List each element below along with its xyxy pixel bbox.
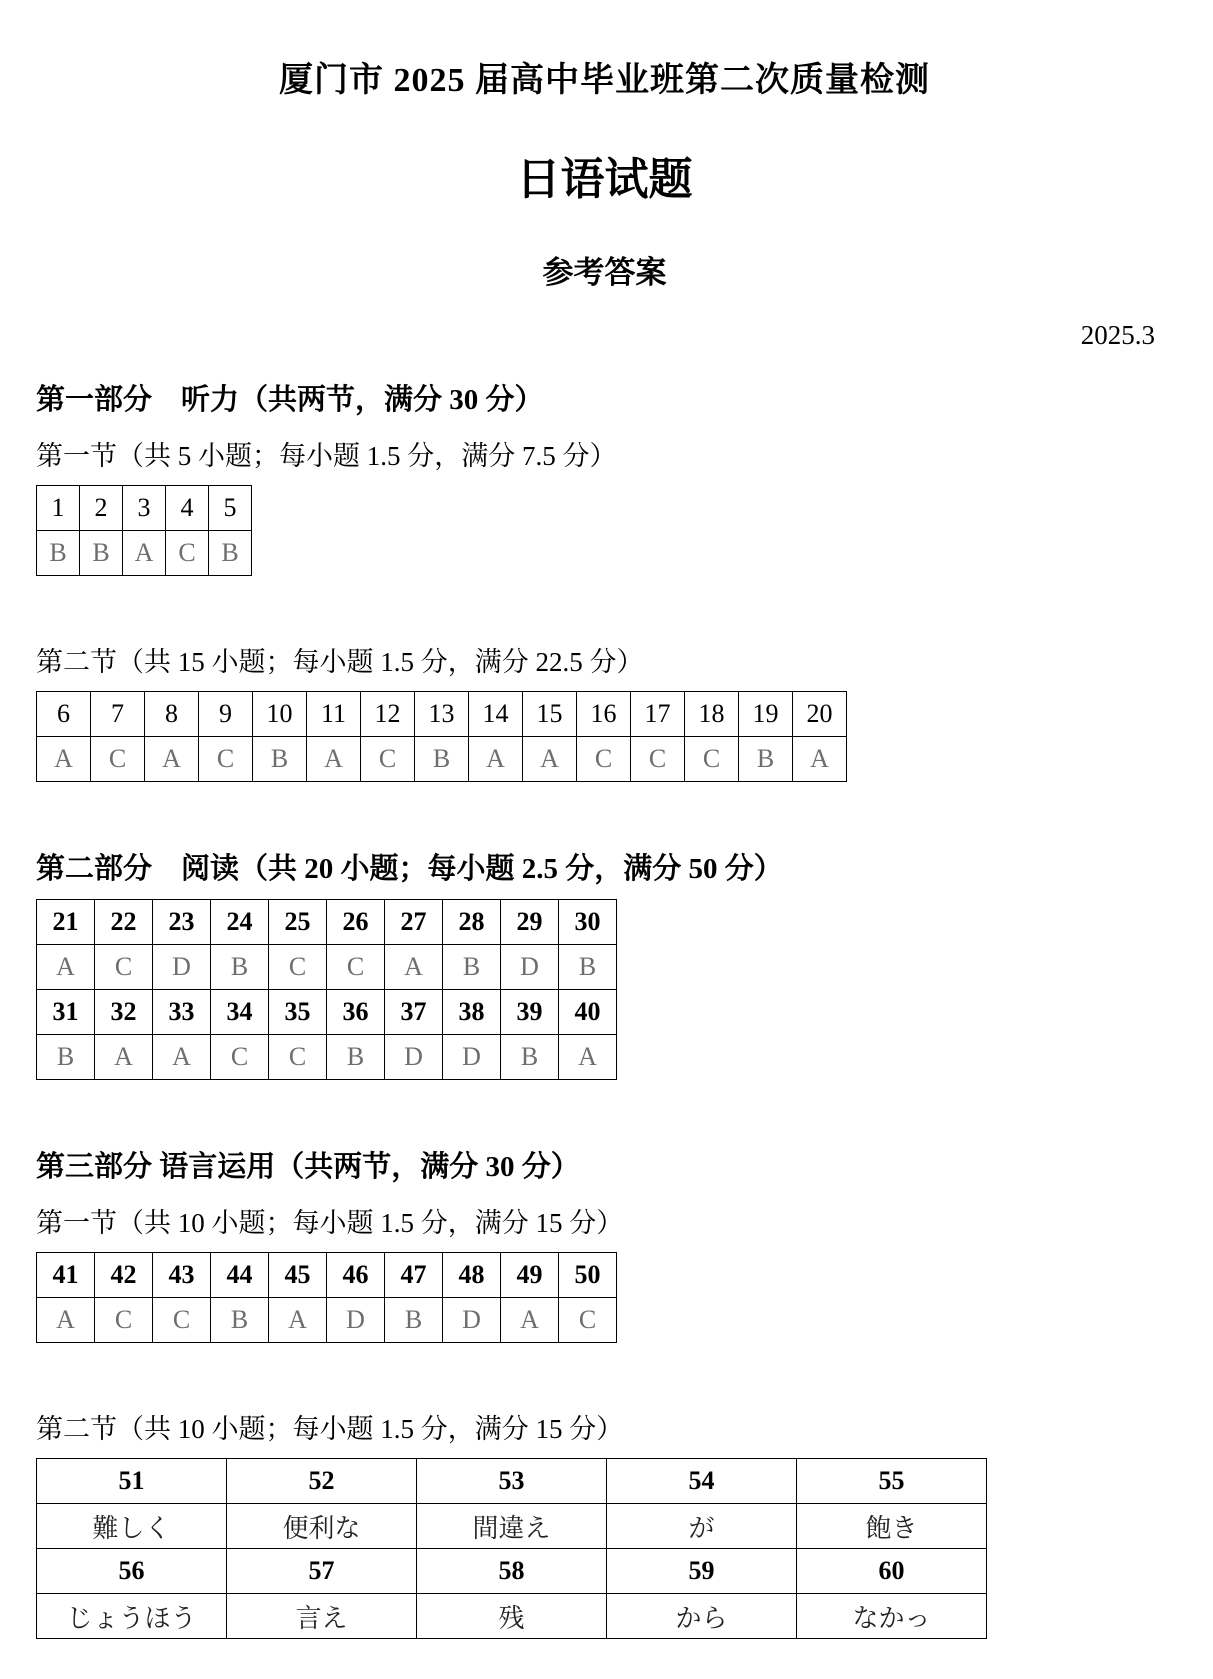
answer-cell: A (37, 1298, 95, 1343)
answer-cell: 飽き (797, 1504, 987, 1549)
question-number-cell: 12 (361, 692, 415, 737)
question-number-cell: 47 (385, 1253, 443, 1298)
answer-cell: C (361, 737, 415, 782)
answer-cell: D (501, 945, 559, 990)
answer-cell: C (153, 1298, 211, 1343)
question-number-cell: 54 (607, 1459, 797, 1504)
question-number-cell: 15 (523, 692, 577, 737)
question-number-cell: 26 (327, 900, 385, 945)
answer-row (37, 1035, 617, 1080)
question-number-cell: 16 (577, 692, 631, 737)
answer-cell: C (631, 737, 685, 782)
question-number-cell: 40 (559, 990, 617, 1035)
answer-row (37, 1298, 617, 1343)
answer-cell: C (211, 1035, 269, 1080)
part3-section1-heading: 第一节（共 10 小题；每小题 1.5 分，满分 15 分） (36, 1208, 624, 1238)
answer-cell: C (269, 945, 327, 990)
question-number-cell: 56 (37, 1549, 227, 1594)
answer-cell: じょうほう (37, 1594, 227, 1639)
question-number-cell: 1 (37, 486, 80, 531)
answer-cell: C (199, 737, 253, 782)
question-number-cell: 39 (501, 990, 559, 1035)
answer-cell: B (211, 945, 269, 990)
question-number-cell: 7 (91, 692, 145, 737)
question-number-row (37, 1549, 987, 1594)
question-number-cell: 11 (307, 692, 361, 737)
answer-cell: A (793, 737, 847, 782)
question-number-cell: 52 (227, 1459, 417, 1504)
answer-cell: B (209, 531, 252, 576)
answer-cell: A (307, 737, 361, 782)
answer-cell: D (327, 1298, 385, 1343)
language-use-section1-table (36, 1252, 617, 1343)
answer-row (37, 1504, 987, 1549)
answer-cell: が (607, 1504, 797, 1549)
answer-cell: C (577, 737, 631, 782)
question-number-cell: 42 (95, 1253, 153, 1298)
answer-cell: B (443, 945, 501, 990)
question-number-cell: 4 (166, 486, 209, 531)
question-number-cell: 18 (685, 692, 739, 737)
answer-key-title: 参考答案 (542, 255, 667, 290)
question-number-cell: 59 (607, 1549, 797, 1594)
answer-cell: B (559, 945, 617, 990)
answer-cell: A (559, 1035, 617, 1080)
question-number-cell: 35 (269, 990, 327, 1035)
question-number-cell: 45 (269, 1253, 327, 1298)
question-number-cell: 33 (153, 990, 211, 1035)
question-number-cell: 22 (95, 900, 153, 945)
question-number-cell: 17 (631, 692, 685, 737)
answer-cell: C (559, 1298, 617, 1343)
question-number-cell: 25 (269, 900, 327, 945)
answer-cell: B (37, 1035, 95, 1080)
answer-cell: A (145, 737, 199, 782)
answer-cell: B (211, 1298, 269, 1343)
answer-cell: B (253, 737, 307, 782)
question-number-row (37, 900, 617, 945)
answer-cell: A (501, 1298, 559, 1343)
question-number-row (37, 990, 617, 1035)
answer-cell: B (80, 531, 123, 576)
answer-row (37, 531, 252, 576)
listening-section1-table (36, 485, 252, 576)
part1-heading: 第一部分 听力（共两节，满分 30 分） (36, 384, 544, 416)
answer-row (37, 1594, 987, 1639)
answer-cell: C (95, 1298, 153, 1343)
answer-cell: 言え (227, 1594, 417, 1639)
answer-cell: 間違え (417, 1504, 607, 1549)
question-number-cell: 55 (797, 1459, 987, 1504)
question-number-cell: 44 (211, 1253, 269, 1298)
question-number-cell: 43 (153, 1253, 211, 1298)
part3-heading: 第三部分 语言运用（共两节，满分 30 分） (36, 1151, 580, 1183)
answer-cell: C (166, 531, 209, 576)
answer-cell: A (269, 1298, 327, 1343)
question-number-cell: 24 (211, 900, 269, 945)
answer-cell: C (327, 945, 385, 990)
question-number-cell: 23 (153, 900, 211, 945)
answer-cell: D (443, 1035, 501, 1080)
answer-row (37, 737, 847, 782)
question-number-cell: 37 (385, 990, 443, 1035)
answer-cell: D (443, 1298, 501, 1343)
question-number-cell: 5 (209, 486, 252, 531)
question-number-cell: 3 (123, 486, 166, 531)
question-number-cell: 28 (443, 900, 501, 945)
part3-section2-heading: 第二节（共 10 小题；每小题 1.5 分，满分 15 分） (36, 1414, 624, 1444)
document-title: 厦门市 2025 届高中毕业班第二次质量检测 (279, 62, 930, 99)
question-number-cell: 51 (37, 1459, 227, 1504)
part1-section1-heading: 第一节（共 5 小题；每小题 1.5 分，满分 7.5 分） (36, 441, 617, 471)
answer-cell: C (685, 737, 739, 782)
question-number-cell: 29 (501, 900, 559, 945)
question-number-cell: 20 (793, 692, 847, 737)
reading-table (36, 899, 617, 1080)
answer-cell: A (37, 737, 91, 782)
answer-cell: なかっ (797, 1594, 987, 1639)
answer-cell: A (123, 531, 166, 576)
question-number-cell: 30 (559, 900, 617, 945)
question-number-cell: 27 (385, 900, 443, 945)
answer-cell: D (153, 945, 211, 990)
answer-cell: A (95, 1035, 153, 1080)
answer-cell: A (153, 1035, 211, 1080)
answer-cell: B (739, 737, 793, 782)
part2-heading: 第二部分 阅读（共 20 小题；每小题 2.5 分，满分 50 分） (36, 853, 783, 885)
question-number-cell: 8 (145, 692, 199, 737)
part1-section2-heading: 第二节（共 15 小题；每小题 1.5 分，满分 22.5 分） (36, 647, 644, 677)
question-number-cell: 6 (37, 692, 91, 737)
answer-cell: C (91, 737, 145, 782)
language-use-section2-table (36, 1458, 987, 1639)
question-number-cell: 38 (443, 990, 501, 1035)
answer-cell: A (385, 945, 443, 990)
question-number-cell: 34 (211, 990, 269, 1035)
question-number-cell: 57 (227, 1549, 417, 1594)
question-number-cell: 49 (501, 1253, 559, 1298)
document-date: 2025.3 (1080, 320, 1155, 350)
answer-cell: A (523, 737, 577, 782)
answer-cell: 残 (417, 1594, 607, 1639)
question-number-cell: 13 (415, 692, 469, 737)
question-number-row (37, 1459, 987, 1504)
answer-row (37, 945, 617, 990)
question-number-row (37, 1253, 617, 1298)
answer-cell: C (269, 1035, 327, 1080)
question-number-cell: 48 (443, 1253, 501, 1298)
answer-cell: B (501, 1035, 559, 1080)
question-number-cell: 9 (199, 692, 253, 737)
question-number-cell: 2 (80, 486, 123, 531)
question-number-row (37, 692, 847, 737)
question-number-cell: 21 (37, 900, 95, 945)
answer-cell: B (37, 531, 80, 576)
question-number-cell: 53 (417, 1459, 607, 1504)
answer-cell: B (415, 737, 469, 782)
subject-title: 日语试题 (516, 155, 693, 204)
answer-cell: A (469, 737, 523, 782)
question-number-row (37, 486, 252, 531)
answer-cell: 難しく (37, 1504, 227, 1549)
question-number-cell: 60 (797, 1549, 987, 1594)
answer-cell: A (37, 945, 95, 990)
answer-cell: B (385, 1298, 443, 1343)
question-number-cell: 36 (327, 990, 385, 1035)
question-number-cell: 19 (739, 692, 793, 737)
question-number-cell: 41 (37, 1253, 95, 1298)
question-number-cell: 31 (37, 990, 95, 1035)
answer-cell: D (385, 1035, 443, 1080)
question-number-cell: 10 (253, 692, 307, 737)
question-number-cell: 58 (417, 1549, 607, 1594)
question-number-cell: 32 (95, 990, 153, 1035)
listening-section2-table (36, 691, 847, 782)
answer-cell: B (327, 1035, 385, 1080)
question-number-cell: 14 (469, 692, 523, 737)
answer-cell: から (607, 1594, 797, 1639)
answer-cell: C (95, 945, 153, 990)
answer-cell: 便利な (227, 1504, 417, 1549)
question-number-cell: 50 (559, 1253, 617, 1298)
question-number-cell: 46 (327, 1253, 385, 1298)
